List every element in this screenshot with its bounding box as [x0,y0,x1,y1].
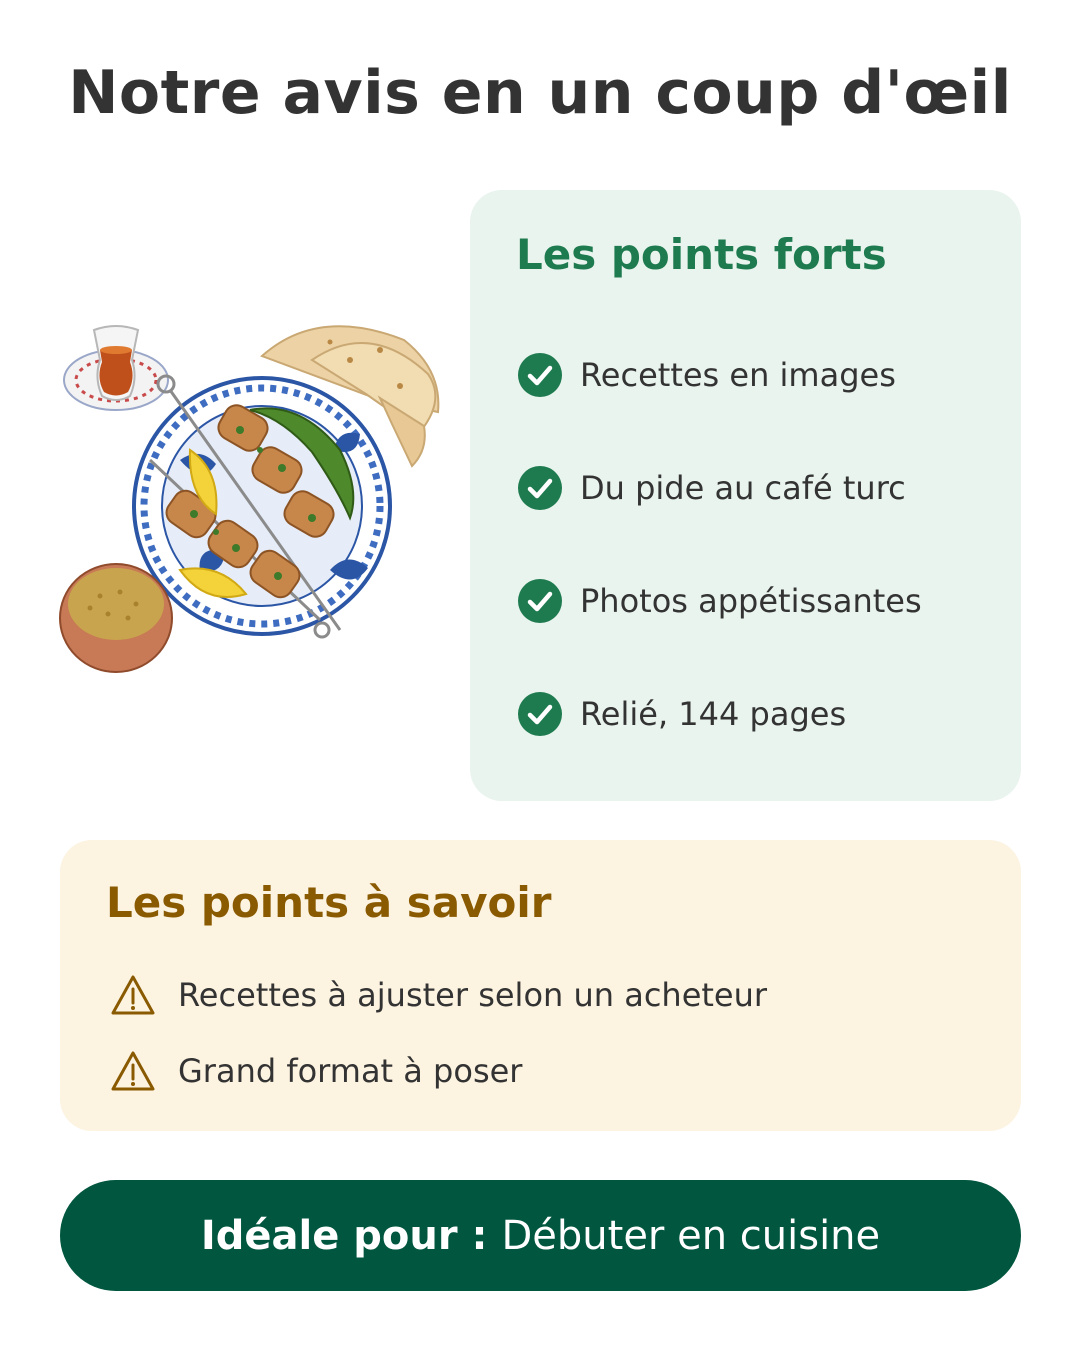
caveat-label: Grand format à poser [178,1052,523,1090]
strength-label: Recettes en images [580,356,896,394]
ideal-for-value: Débuter en cuisine [501,1212,881,1259]
strengths-panel [470,190,1021,801]
strengths-heading: Les points forts [516,230,887,279]
turkish-meal-illustration-icon [50,300,450,690]
strength-label: Du pide au café turc [580,469,906,507]
warning-triangle-icon [110,974,156,1016]
ideal-for-label: Idéale pour : [200,1212,488,1259]
strength-item [518,579,922,623]
strength-item [518,466,906,510]
caveat-item [110,1049,522,1093]
strength-label: Photos appétissantes [580,582,922,620]
caveats-panel [60,840,1021,1131]
ideal-for-banner [60,1180,1021,1291]
check-circle-icon [518,466,562,510]
strength-label: Relié, 144 pages [580,695,847,733]
check-circle-icon [518,353,562,397]
caveat-label: Recettes à ajuster selon un acheteur [178,976,768,1014]
page-title: Notre avis en un coup d'œil [68,58,1012,128]
check-circle-icon [518,579,562,623]
strength-item [518,353,896,397]
warning-triangle-icon [110,1050,156,1092]
caveats-heading: Les points à savoir [106,878,552,927]
caveat-item [110,973,767,1017]
check-circle-icon [518,692,562,736]
strength-item [518,692,846,736]
